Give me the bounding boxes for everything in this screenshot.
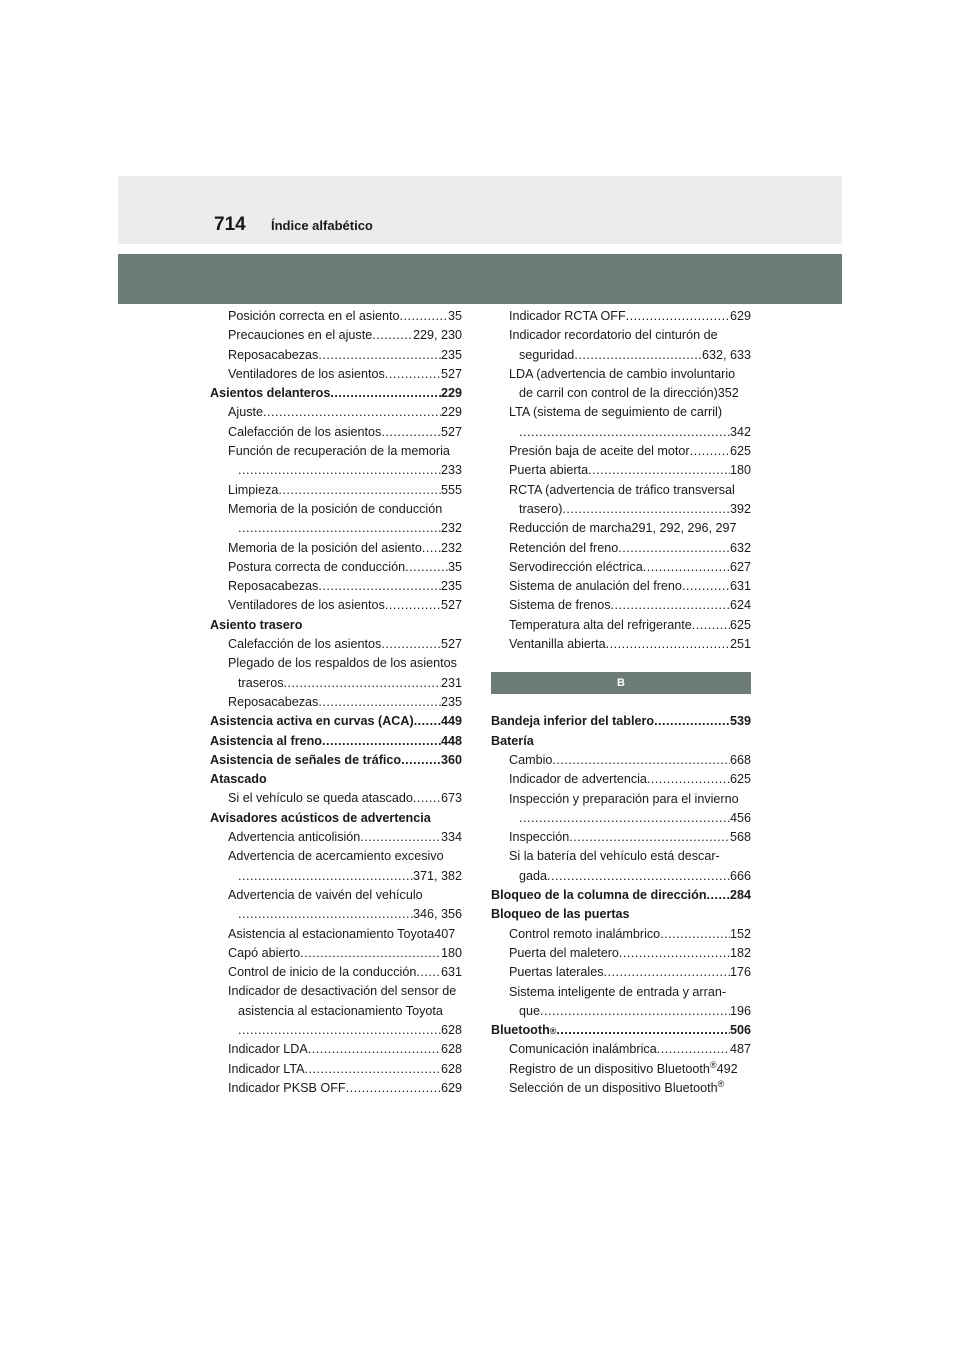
index-entry-text: Si la batería del vehículo está descar- (509, 849, 720, 864)
index-entry (491, 983, 751, 1002)
index-entry-page: 628 (440, 1061, 462, 1076)
index-entry (491, 770, 751, 789)
index-entry (210, 500, 462, 519)
index-entry (491, 963, 751, 982)
leader-dots (405, 558, 448, 577)
index-entry-text: Sistema inteligente de entrada y arran- (509, 984, 727, 999)
leader-dots (238, 905, 413, 924)
leader-dots (562, 500, 730, 519)
index-entry (210, 751, 462, 770)
index-entry-page: 232 (440, 540, 462, 555)
index-entry-text: Plegado de los respaldos de los asientos (228, 656, 457, 671)
index-group-a-continued (491, 307, 751, 654)
index-entry (210, 674, 462, 693)
index-entry-page: 233 (440, 463, 462, 478)
index-entry (210, 1040, 462, 1059)
index-entry (491, 751, 751, 770)
index-entry-page: 180 (440, 945, 462, 960)
leader-dots (318, 577, 441, 596)
leader-dots (569, 828, 730, 847)
index-entry (210, 326, 462, 345)
index-entry (210, 1002, 462, 1021)
leader-dots (238, 519, 441, 538)
index-entry-text: RCTA (advertencia de tráfico transversal (509, 482, 735, 497)
index-entry (491, 577, 751, 596)
index-entry (210, 1079, 462, 1098)
index-entry (210, 346, 462, 365)
index-entry-page: 251 (729, 637, 751, 652)
leader-dots (400, 307, 448, 326)
index-entry-text: Asiento trasero (210, 617, 303, 632)
index-entry-page: 235 (440, 579, 462, 594)
index-entry-text: Puertas laterales (509, 965, 604, 980)
index-entry (491, 1060, 751, 1079)
index-entry (491, 712, 751, 731)
leader-dots (330, 384, 441, 403)
index-entry-page: 456 (729, 810, 751, 825)
index-entry (491, 809, 751, 828)
index-entry-text: Posición correcta en el asiento (228, 309, 400, 323)
index-entry-text: Indicador de advertencia (509, 772, 647, 787)
index-entry (491, 616, 751, 635)
leader-dots (278, 481, 441, 500)
header-dark-band (118, 254, 842, 304)
index-entry-text: Bandeja inferior del tablero (491, 714, 655, 729)
index-entry-text: Calefacción de los asientos (228, 424, 382, 439)
leader-dots (611, 596, 730, 615)
index-entry-text: Asistencia activa en curvas (ACA) (210, 714, 414, 729)
index-entry-text: Retención del freno (509, 540, 619, 555)
index-entry (491, 365, 751, 384)
index-entry-page: 668 (729, 752, 751, 767)
index-entry-text: Inspección y preparación para el invierno (509, 791, 739, 806)
index-entry-page: 568 (729, 830, 751, 845)
leader-dots (654, 712, 730, 731)
registered-mark: ® (717, 1078, 725, 1089)
index-entry-text: Precauciones en el ajuste (228, 328, 373, 343)
leader-dots (588, 461, 730, 480)
index-entry-page: 232 (440, 521, 462, 536)
index-entry (210, 847, 462, 866)
registered-mark: ® (709, 1059, 717, 1070)
index-entry-page: 235 (440, 347, 462, 362)
index-entry-page: 506 (729, 1023, 751, 1038)
index-entry-page: 291, 292, 296, 297 (631, 521, 737, 536)
index-entry (491, 403, 751, 422)
page-number: 714 (214, 214, 246, 235)
index-entry: Bluetooth ® ..... 506 (491, 1021, 751, 1040)
index-entry (210, 732, 462, 751)
leader-dots (385, 365, 441, 384)
leader-dots (540, 1002, 730, 1021)
index-entry (210, 867, 462, 886)
index-entry-text: Ventiladores de los asientos (228, 598, 385, 613)
index-entry (210, 1021, 462, 1040)
leader-dots (263, 403, 441, 422)
index-entry-text: Registro de un dispositivo Bluetooth (509, 1061, 710, 1076)
index-entry-page: 628 (440, 1042, 462, 1057)
leader-dots (690, 442, 730, 461)
index-entry-page: 196 (729, 1003, 751, 1018)
leader-dots (238, 867, 413, 886)
leader-dots (618, 539, 730, 558)
leader-dots (381, 423, 441, 442)
index-entry-page: 625 (729, 772, 751, 787)
index-entry-text: Reposacabezas (228, 694, 319, 709)
leader-dots (238, 461, 441, 480)
index-entry (491, 905, 751, 924)
index-entry (210, 577, 462, 596)
section-title: Índice alfabético (271, 218, 373, 233)
leader-dots (318, 346, 441, 365)
index-entry-text: Reducción de marcha (509, 521, 632, 536)
index-entry (210, 539, 462, 558)
index-entry-text: que (519, 1003, 541, 1018)
index-entry (210, 307, 462, 326)
index-entry (491, 539, 751, 558)
index-entry-text: Avisadores acústicos de advertencia (210, 810, 431, 825)
index-entry (210, 925, 462, 944)
leader-dots (556, 1021, 730, 1040)
index-entry (491, 886, 751, 905)
index-entry-text: Función de recuperación de la memoria (228, 444, 450, 459)
index-entry-text: Indicador LTA (228, 1061, 305, 1076)
index-entry-page: 527 (440, 366, 462, 381)
index-entry (210, 365, 462, 384)
leader-dots (300, 944, 441, 963)
index-entry-text: Limpieza (228, 482, 279, 497)
index-group-b (491, 712, 751, 1098)
index-entry-page: 229 (440, 386, 462, 401)
index-entry-page: 229 (440, 405, 462, 420)
index-entry (210, 1060, 462, 1079)
index-entry-text: Puerta del maletero (509, 945, 619, 960)
index-entry-page: 284 (729, 888, 751, 903)
letter-heading-b: B (491, 672, 751, 694)
index-entry-text: Advertencia de vaivén del vehículo (228, 887, 423, 902)
index-entry-text: traseros (238, 675, 284, 690)
index-entry-text: Postura correcta de conducción (228, 559, 406, 574)
index-entry (210, 944, 462, 963)
index-entry-text: Batería (491, 733, 534, 748)
index-entry-page: 487 (729, 1042, 751, 1057)
index-entry (491, 790, 751, 809)
index-entry (210, 558, 462, 577)
index-entry-page: 539 (729, 714, 751, 729)
index-entry-text: Indicador PKSB OFF (228, 1080, 346, 1095)
leader-dots (416, 963, 441, 982)
index-entry-text: gada (519, 868, 548, 883)
index-entry-text: Asientos delanteros (210, 386, 331, 401)
index-entry (491, 1040, 751, 1059)
leader-dots (346, 1079, 441, 1098)
index-entry-page: 407 (434, 926, 456, 941)
index-entry-text: Inspección (509, 830, 570, 845)
index-entry (210, 828, 462, 847)
index-entry-page: 342 (729, 424, 751, 439)
index-entry-page: 371, 382 (412, 868, 462, 883)
index-entry (491, 442, 751, 461)
index-entry (491, 461, 751, 480)
index-entry-page: 629 (440, 1080, 462, 1095)
index-entry-text: Asistencia de señales de tráfico (210, 752, 402, 767)
index-entry-page: 527 (440, 424, 462, 439)
index-entry (491, 326, 751, 345)
index-entry-text: Cambio (509, 752, 553, 767)
leader-dots (308, 1040, 441, 1059)
index-entry-text: Sistema de anulación del freno (509, 579, 682, 594)
leader-dots (401, 751, 441, 770)
leader-dots (707, 886, 730, 905)
index-entry-text: Bloqueo de las puertas (491, 907, 630, 922)
index-entry-text: LDA (advertencia de cambio involuntario (509, 366, 736, 381)
index-entry (491, 481, 751, 500)
index-entry-text: seguridad (519, 347, 575, 362)
index-entry-page: 235 (440, 694, 462, 709)
index-entry (491, 558, 751, 577)
index-column-left (210, 307, 462, 1098)
index-entry (491, 500, 751, 519)
index-entry-text: Temperatura alta del refrigerante (509, 617, 692, 632)
index-entry (210, 596, 462, 615)
index-entry-page: 176 (729, 965, 751, 980)
index-entry (491, 423, 751, 442)
leader-dots (385, 596, 441, 615)
index-entry-text: Indicador RCTA OFF (509, 309, 626, 323)
index-entry-text: Bloqueo de la columna de dirección (491, 888, 707, 903)
index-entry-text: Advertencia anticolisión (228, 830, 361, 845)
index-entry-text: asistencia al estacionamiento Toyota (238, 1003, 443, 1018)
index-entry-page: 629 (729, 309, 751, 323)
index-entry (491, 596, 751, 615)
index-entry-text: Calefacción de los asientos (228, 637, 382, 652)
index-entry (491, 925, 751, 944)
index-entry-page: 346, 356 (412, 907, 462, 922)
leader-dots (547, 867, 730, 886)
index-entry-page: 555 (440, 482, 462, 497)
leader-dots (322, 732, 441, 751)
index-entry-page: 231 (440, 675, 462, 690)
index-entry-page: 360 (440, 752, 462, 767)
leader-dots (381, 635, 441, 654)
index-entry (210, 403, 462, 422)
index-entry-text: Capó abierto (228, 945, 301, 960)
index-entry-page: 627 (729, 559, 751, 574)
leader-dots (574, 346, 702, 365)
index-column-right (491, 307, 751, 1098)
index-entry (210, 963, 462, 982)
index-entry-page: 35 (447, 559, 462, 574)
index-entry-text: Indicador LDA (228, 1042, 308, 1057)
index-entry (210, 423, 462, 442)
index-entry-text: Reposacabezas (228, 579, 319, 594)
index-entry-text: Ventiladores de los asientos (228, 366, 385, 381)
index-entry (210, 654, 462, 673)
leader-dots (413, 789, 441, 808)
index-entry (210, 905, 462, 924)
leader-dots (519, 809, 730, 828)
index-entry (210, 481, 462, 500)
index-entry-text: de carril con control de la dirección) (519, 386, 718, 401)
leader-dots (619, 944, 730, 963)
leader-dots (643, 558, 730, 577)
index-entry-page: 152 (729, 926, 751, 941)
index-entry (491, 847, 751, 866)
index-entry (491, 867, 751, 886)
index-entry-text: Memoria de la posición del asiento (228, 540, 422, 555)
index-entry-text: Ajuste (228, 405, 264, 420)
index-entry-text: Bluetooth (491, 1023, 550, 1038)
index-entry-page: 628 (440, 1022, 462, 1037)
leader-dots (660, 925, 730, 944)
index-entry (491, 519, 751, 538)
index-entry-text: Control remoto inalámbrico (509, 926, 661, 941)
index-entry (210, 809, 462, 828)
index-entry-text: Asistencia al freno (210, 733, 322, 748)
index-entry-text: Sistema de frenos (509, 598, 611, 613)
leader-dots (422, 539, 441, 558)
leader-dots (305, 1060, 441, 1079)
index-entry (491, 635, 751, 654)
index-entry-text: Advertencia de acercamiento excesivo (228, 849, 444, 864)
index-entry-page: 625 (729, 444, 751, 459)
index-entry-text: trasero) (519, 501, 563, 516)
leader-dots (606, 635, 730, 654)
index-entry-text: Ventanilla abierta (509, 637, 606, 652)
index-entry (210, 519, 462, 538)
index-entry-page: 631 (440, 965, 462, 980)
index-entry-text: Control de inicio de la conducción (228, 965, 417, 980)
index-entry-text: Atascado (210, 772, 267, 787)
index-entry (491, 307, 751, 326)
index-entry-text: Selección de un dispositivo Bluetooth (509, 1080, 718, 1095)
index-entry-page: 527 (440, 598, 462, 613)
leader-dots (372, 326, 413, 345)
index-entry-page: 352 (717, 386, 739, 401)
index-entry (210, 461, 462, 480)
index-entry-page: 666 (729, 868, 751, 883)
index-entry-page: 334 (440, 830, 462, 845)
index-entry-text: Presión baja de aceite del motor (509, 444, 690, 459)
leader-dots (657, 1040, 730, 1059)
index-entry-text: Memoria de la posición de conducción (228, 501, 443, 516)
leader-dots (647, 770, 730, 789)
index-entry (491, 828, 751, 847)
index-entry-text: Indicador de desactivación del sensor de (228, 984, 457, 999)
leader-dots (318, 693, 441, 712)
index-entry-page: 527 (440, 637, 462, 652)
index-entry (210, 384, 462, 403)
index-entry-page: 624 (729, 598, 751, 613)
leader-dots (519, 423, 730, 442)
leader-dots (604, 963, 730, 982)
leader-dots (284, 674, 441, 693)
leader-dots (692, 616, 730, 635)
index-entry-page: 182 (729, 945, 751, 960)
index-entry (491, 944, 751, 963)
index-entry-text: Servodirección eléctrica (509, 559, 643, 574)
index-entry-page: 449 (440, 714, 462, 729)
index-entry-page: 632, 633 (701, 347, 751, 362)
index-entry-page: 625 (729, 617, 751, 632)
index-entry-text: Indicador recordatorio del cinturón de (509, 328, 718, 343)
index-entry-page: 229, 230 (412, 328, 462, 343)
index-entry (210, 442, 462, 461)
index-entry (210, 635, 462, 654)
leader-dots (360, 828, 441, 847)
index-entry (210, 693, 462, 712)
index-entry (210, 982, 462, 1001)
index-entry-page: 35 (447, 309, 462, 323)
leader-dots (626, 307, 730, 326)
index-entry (491, 732, 751, 751)
index-entry-text: Puerta abierta (509, 463, 589, 478)
index-entry (210, 712, 462, 731)
index-entry-page: 392 (729, 501, 751, 516)
index-entry (491, 1002, 751, 1021)
leader-dots (414, 712, 441, 731)
index-entry-page: 631 (729, 579, 751, 594)
leader-dots (552, 751, 730, 770)
leader-dots (682, 577, 730, 596)
index-entry (491, 384, 751, 403)
index-entry-text: Asistencia al estacionamiento Toyota (228, 926, 435, 941)
index-entry (491, 346, 751, 365)
leader-dots (238, 1021, 441, 1040)
index-entry-page: 448 (440, 733, 462, 748)
index-entry (210, 886, 462, 905)
index-entry-text: Reposacabezas (228, 347, 319, 362)
index-entry (210, 770, 462, 789)
index-entry-page: 632 (729, 540, 751, 555)
index-entry (491, 1079, 751, 1098)
index-entry-text: LTA (sistema de seguimiento de carril) (509, 405, 723, 420)
index-entry-page: 180 (729, 463, 751, 478)
index-entry-text: Si el vehículo se queda atascado (228, 791, 413, 806)
index-entry-page: 492 (716, 1061, 738, 1076)
index-entry (210, 789, 462, 808)
index-entry-text: Comunicación inalámbrica (509, 1042, 657, 1057)
index-entry-page: 673 (440, 791, 462, 806)
index-entry (210, 616, 462, 635)
